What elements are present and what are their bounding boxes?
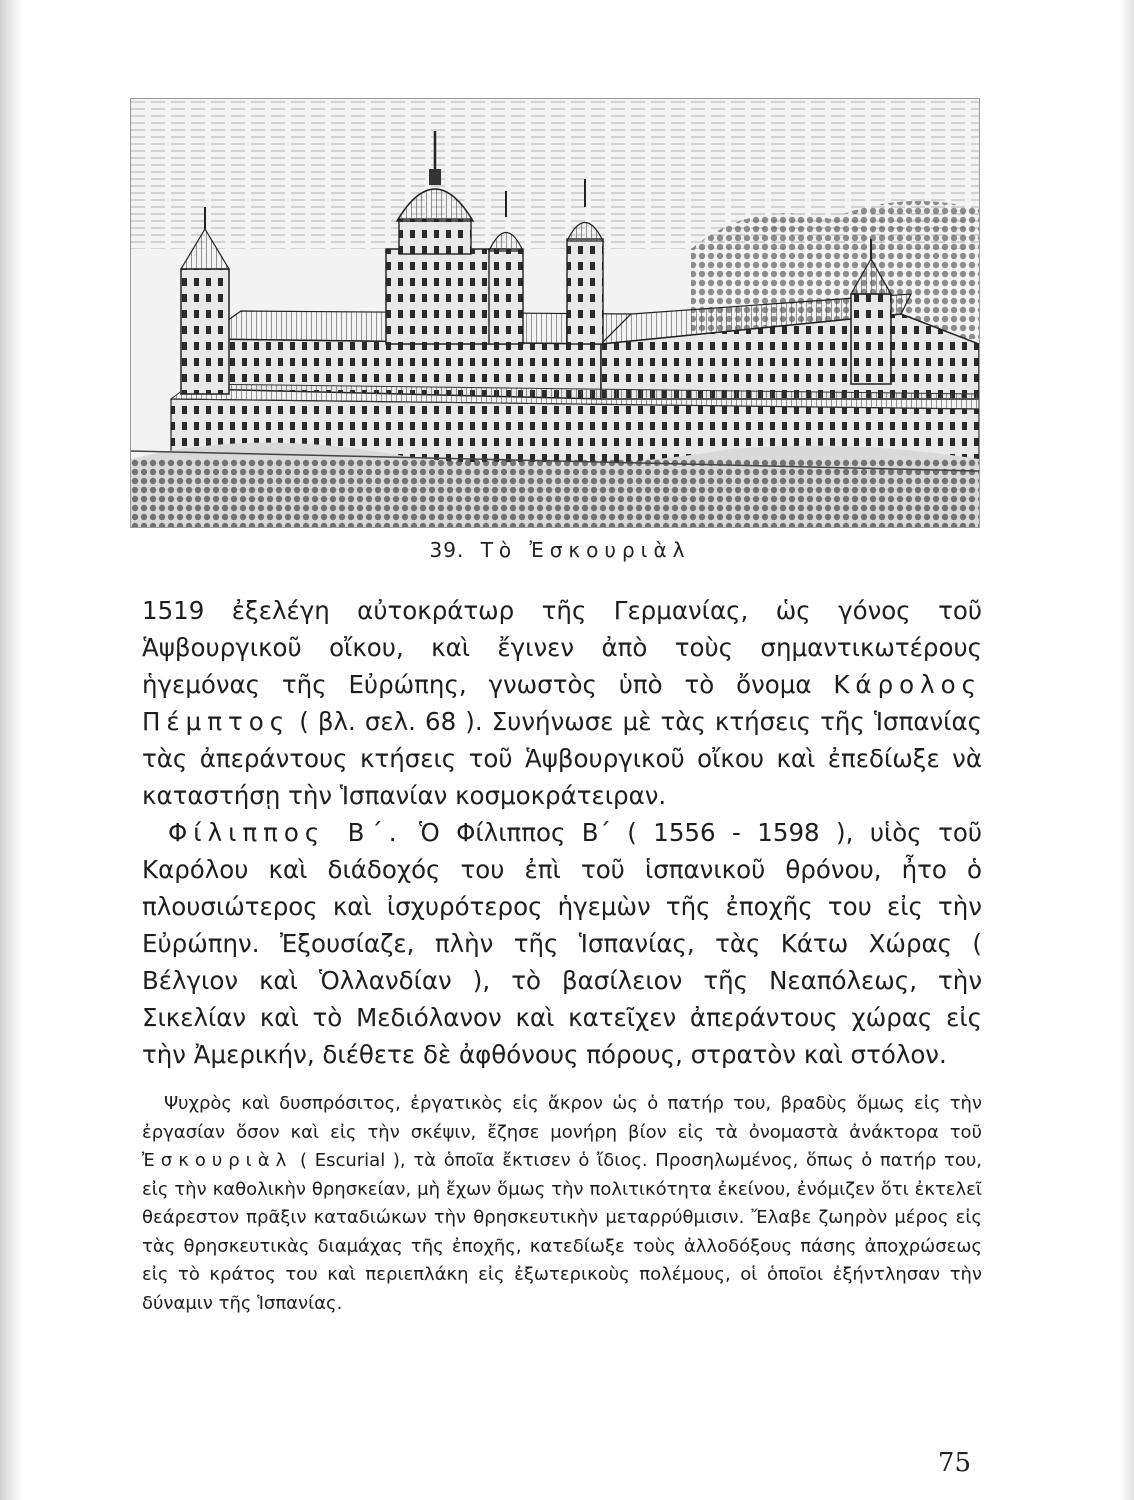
note-text: ( Escurial ), τὰ ὁποῖα ἔκτισεν ὁ ἴδιος. Προσηλωμένος, ὅπως ὁ πατήρ του, εἰς τὴν καθολικὴν θρησκείαν, μὴ ἔχων ὅμως τὴν πολιτικότητα ἐκείνου, ἐνόμιζεν ὅτι ἐκτελεῖ θεάρεστον πρᾶξιν καταδιώκων τὴν θρησκευτικὴν μεταρρύθμισιν. Ἔλαβε ζωηρὸν μέρος εἰς τὰς θρησκευτικὰς διαμάχας τῆς ἐποχῆς, κατεδίωξε τοὺς ἀλλοδόξους πάσης ἀποχρώσεως εἰς τὸ κράτος του καὶ περιεπλάκη εἰς ἐξωτερικοὺς πολέμους, οἱ ὁποῖοι ἐξήντλησαν τὴν δύναμιν τῆς Ἱσπανίας. <box>142 1150 982 1314</box>
note-paragraph <box>142 1090 982 1318</box>
small-print-note <box>142 1090 982 1318</box>
figure-caption <box>300 538 820 562</box>
paragraph-text: Ὁ Φίλιππος Β΄ ( 1556 - 1598 ), υἱὸς τοῦ Καρόλου καὶ διάδοχός του ἐπὶ τοῦ ἱσπανικοῦ θρόνου, ἦτο ὁ πλουσιώτερος καὶ ἰσχυρότερος ἡγεμὼν τῆς ἐποχῆς του εἰς τὴν Εὐρώπην. Ἐξουσίαζε, πλὴν τῆς Ἱσπανίας, τὰς Κάτω Χώρας ( Βέλγιον καὶ Ὁλλανδίαν ), τὸ βασίλειον τῆς Νεαπόλεως, τὴν Σικελίαν καὶ τὸ Μεδιόλανον καὶ κατεῖχεν ἀπεράντους χώρας εἰς τὴν Ἀμερικήν, διέθετε δὲ ἀφθόνους πόρους, στρατὸν καὶ στόλον. <box>142 818 982 1069</box>
spaced-name-escorial: Ἐσκουριὰλ <box>142 1150 293 1171</box>
note-text: Ψυχρὸς καὶ δυσπρόσιτος, ἐργατικὸς εἰς ἄκρον ὡς ὁ πατήρ του, βραδὺς ὅμως εἰς τὴν ἐργασίαν ὅσον καὶ εἰς τὴν σκέψιν, ἔζησε μονήρη βίον εἰς τὰ ὀνομαστὰ ἀνάκτορα τοῦ <box>142 1093 982 1143</box>
main-text-body <box>142 592 982 1073</box>
caption-number: 39. <box>429 538 465 562</box>
spaced-name-charles: Κάρολος Πέμπτος <box>142 670 982 736</box>
paragraph-charles-v <box>142 592 982 814</box>
page-number: 75 <box>937 1448 971 1478</box>
spaced-name-philip: Φίλιππος Β΄. <box>168 818 403 847</box>
paragraph-text: ( βλ. σελ. 68 ). Συνήνωσε μὲ τὰς κτήσεις τῆς Ἱσπανίας τὰς ἀπεράντους κτήσεις τοῦ Ἁψβουργικοῦ οἴκου καὶ ἐπεδίωξε νὰ καταστήσῃ τὴν Ἱσπανίαν κοσμοκράτειραν. <box>142 707 982 810</box>
page-edge-shadow <box>0 0 22 1500</box>
paragraph-text: 1519 ἐξελέγη αὐτοκράτωρ τῆς Γερμανίας, ὡς γόνος τοῦ Ἁψβουργικοῦ οἴκου, καὶ ἔγινεν ἀπὸ τοὺς σημαντικωτέρους ἡγεμόνας τῆς Εὐρώπης, γνωστὸς ὑπὸ τὸ ὄνομα <box>142 596 982 699</box>
page-edge-right <box>1120 0 1134 1500</box>
escorial-engraving <box>130 98 980 528</box>
paragraph-philip-ii <box>142 814 982 1073</box>
caption-title: Τὸ Ἐσκουριὰλ <box>480 538 691 562</box>
